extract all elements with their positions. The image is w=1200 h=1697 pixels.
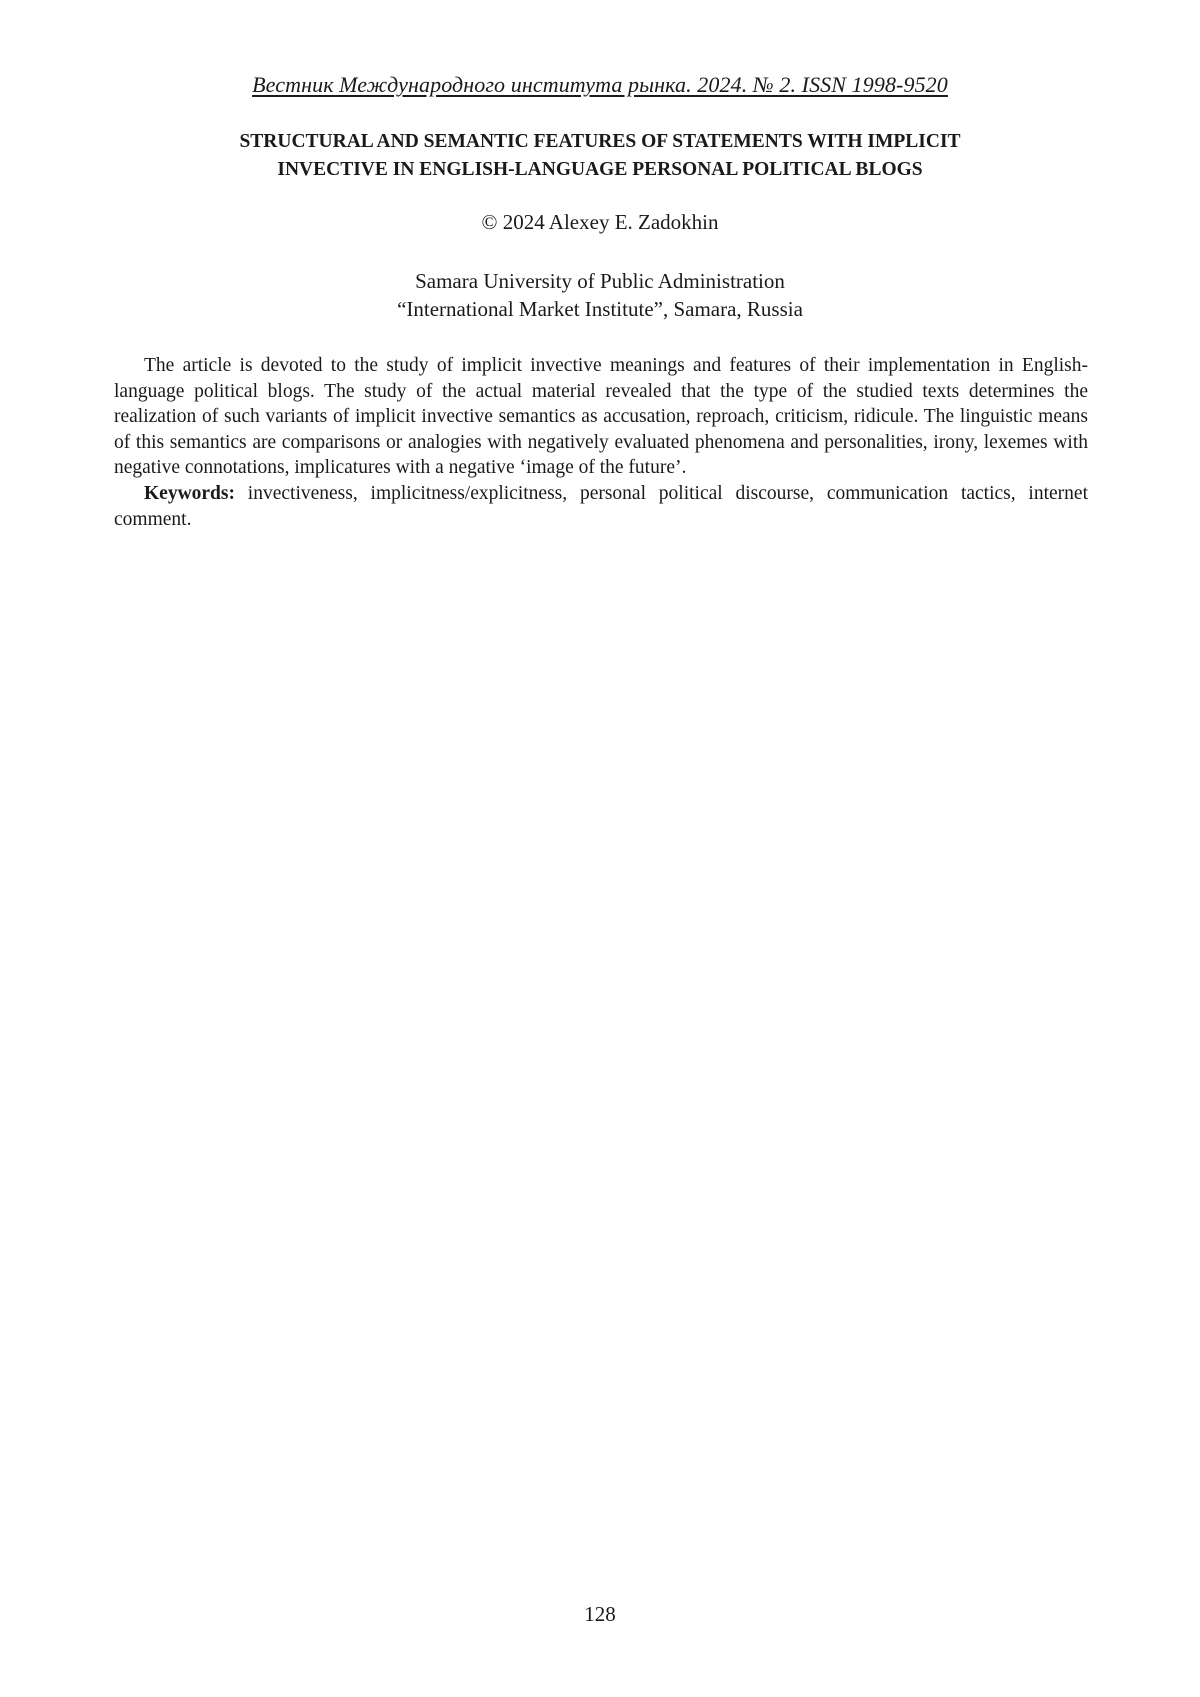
- article-title-line-2: INVECTIVE IN ENGLISH-LANGUAGE PERSONAL POLITICAL BLOGS: [277, 159, 923, 180]
- keywords-paragraph: [114, 481, 1088, 532]
- author-affiliation: [0, 267, 1200, 323]
- abstract-text: The article is devoted to the study of implicit invective meanings and features of their implementation in English-language political blogs. The study of the actual material revealed that the type of the studied texts determines the realization of such variants of implicit invective semantics as accusation, reproach, criticism, ridicule. The linguistic means of this semantics are comparisons or analogies with negatively evaluated phenomena and personalities, irony, lexemes with negative connotations, implicatures with a negative ‘image of the future’.: [114, 355, 1088, 479]
- affiliation-line-1: Samara University of Public Administration: [415, 269, 785, 293]
- abstract-block: [114, 353, 1088, 532]
- keywords-text: invectiveness, implicitness/explicitness, personal political discourse, communication tactics, internet comment.: [114, 482, 1088, 530]
- page-number: 128: [584, 1602, 616, 1626]
- affiliation-line-2: “International Market Institute”, Samara, Russia: [397, 297, 803, 321]
- article-title-line-1: STRUCTURAL AND SEMANTIC FEATURES OF STATEMENTS WITH IMPLICIT: [239, 131, 961, 152]
- journal-header: Вестник Международного института рынка. 2024. № 2. ISSN 1998-9520: [252, 72, 948, 97]
- copyright-author: © 2024 Alexey E. Zadokhin: [481, 210, 719, 234]
- keywords-label: Keywords:: [144, 482, 235, 504]
- article-title: [110, 128, 1090, 184]
